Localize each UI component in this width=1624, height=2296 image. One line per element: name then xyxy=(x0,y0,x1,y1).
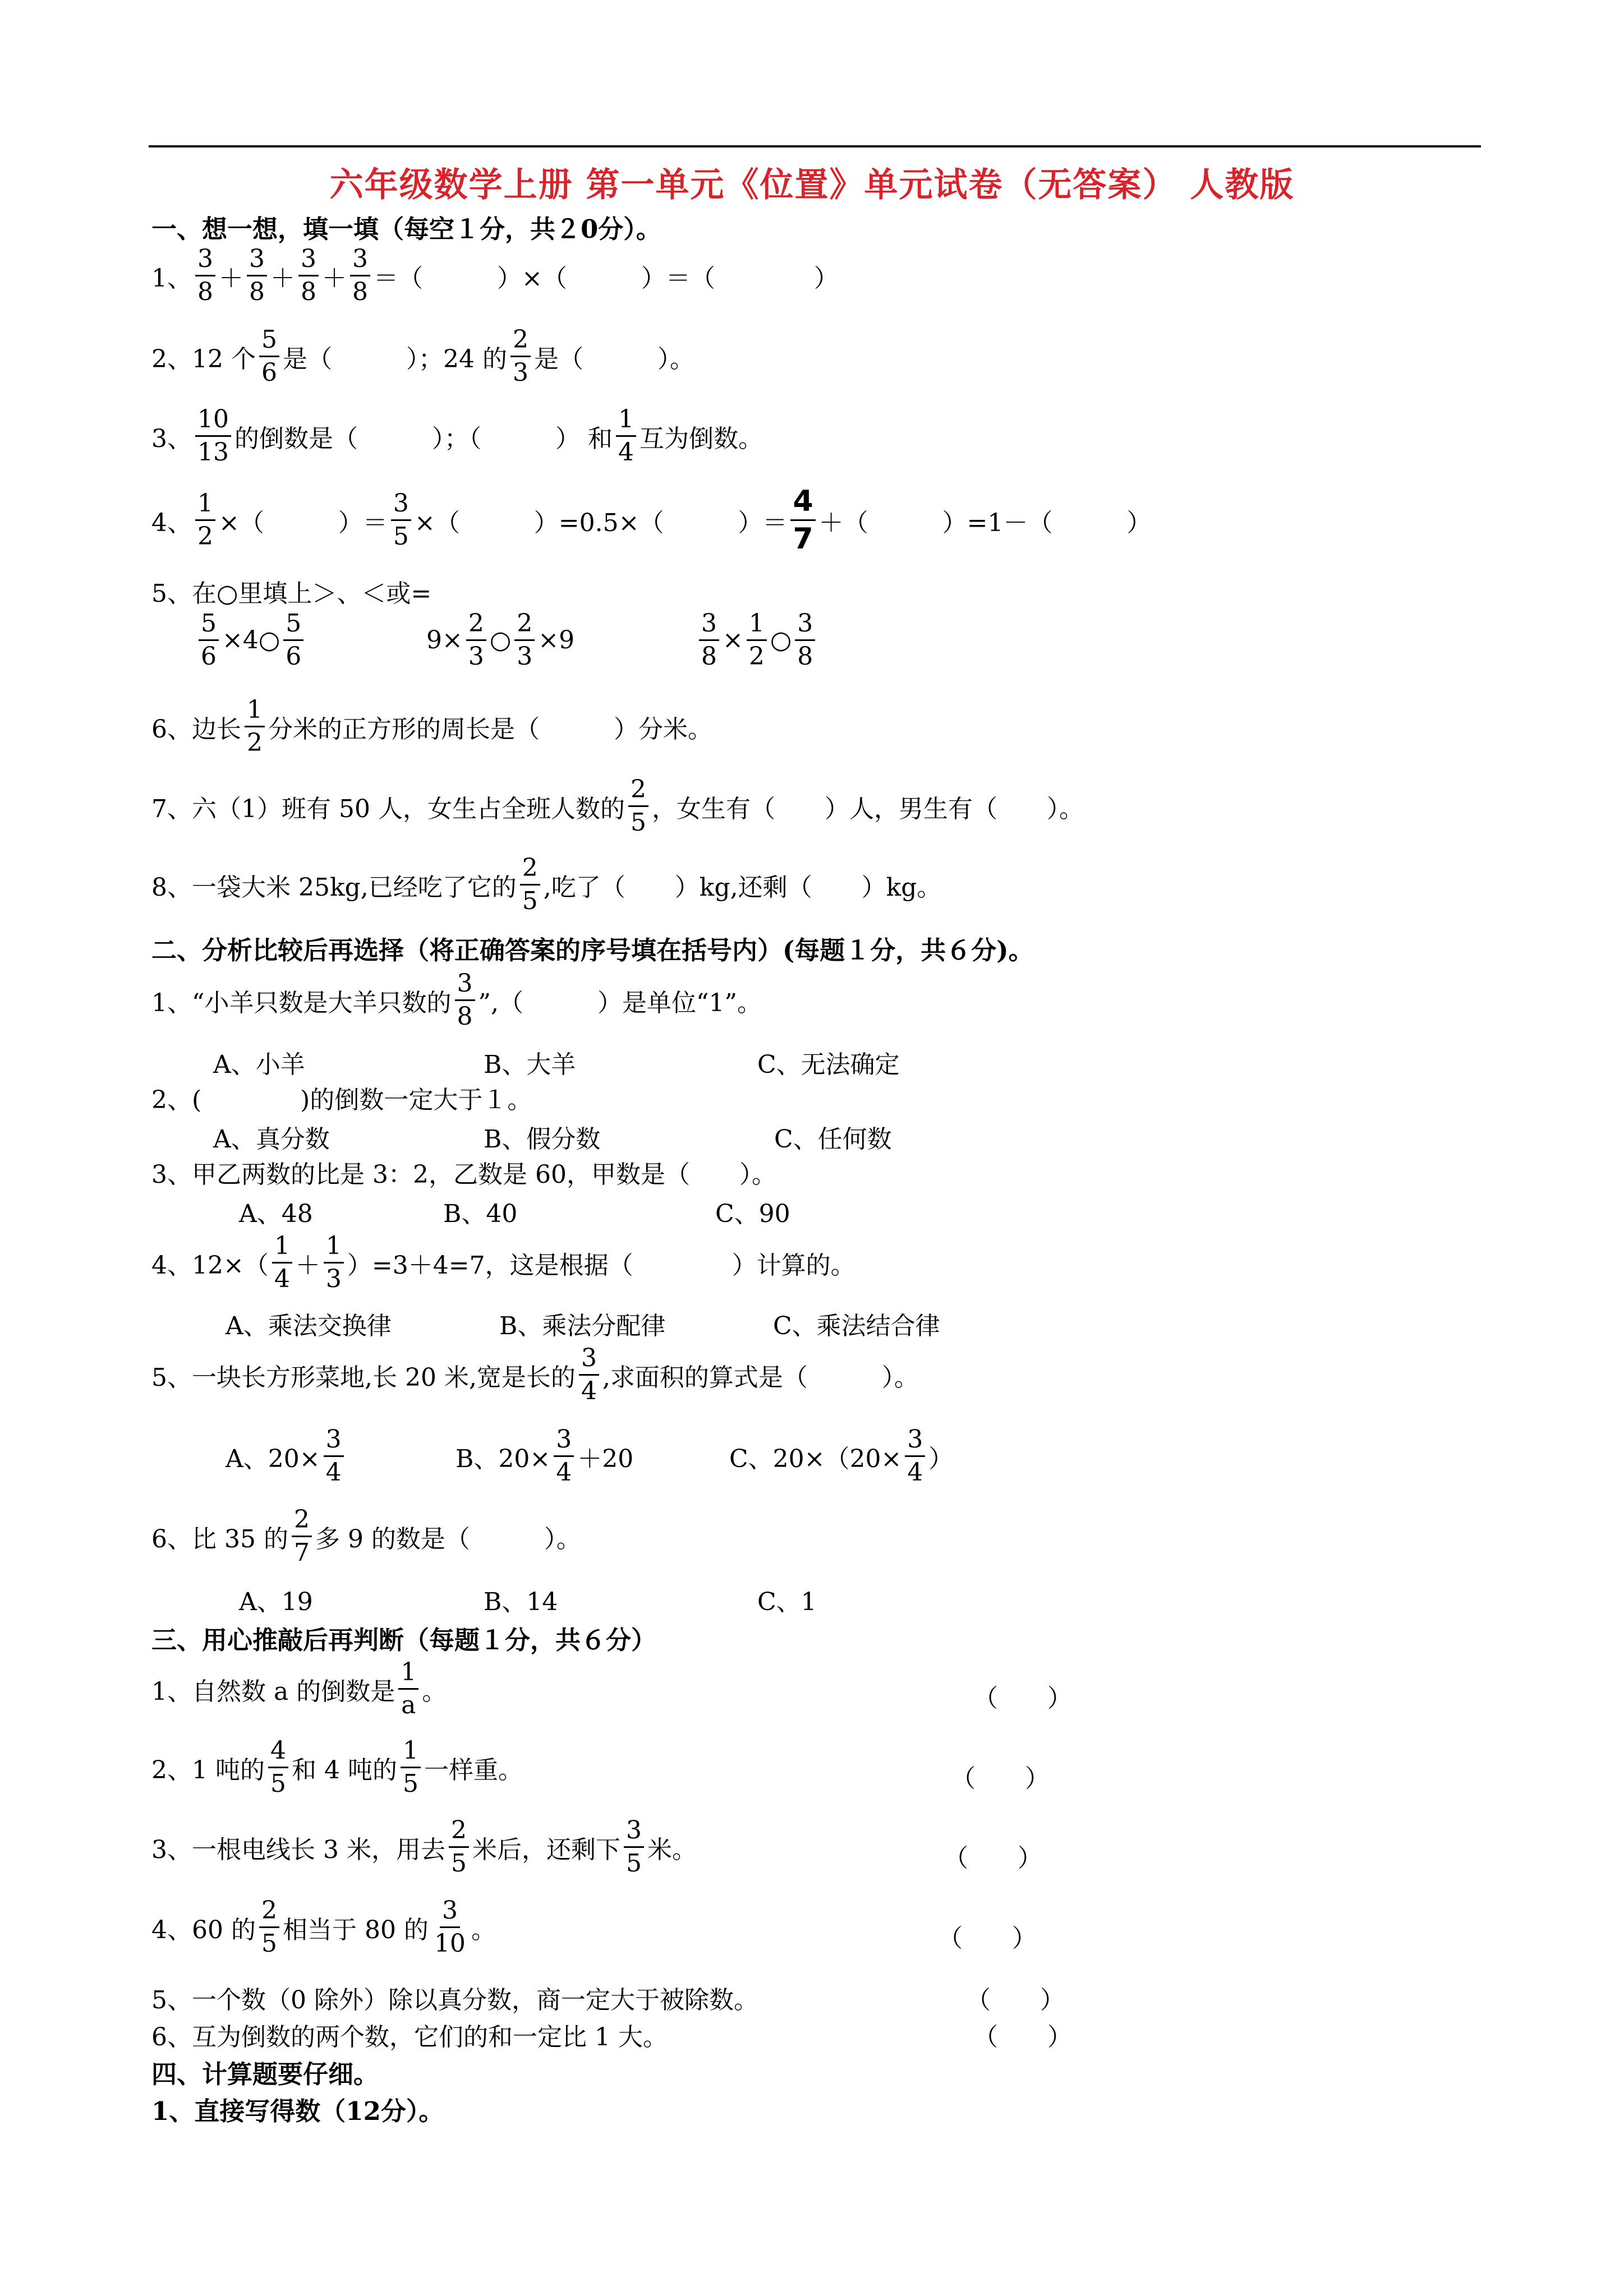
option-a: A、48 xyxy=(239,1200,313,1228)
fraction: $\frac{1}{4}$ xyxy=(272,1234,292,1292)
q3-6: 6、互为倒数的两个数，它们的和一定比 1 大。 xyxy=(151,2023,668,2051)
fraction: $\frac{3}{5}$ xyxy=(624,1818,644,1876)
fraction: $\frac{10}{13}$ xyxy=(195,407,231,465)
answer-paren: （ ） xyxy=(966,1986,1065,2014)
option-a: A、20× $\frac{3}{4}$ xyxy=(226,1427,347,1485)
q1-5-expr-1: $\frac{5}{6}$ ×4○ $\frac{5}{6}$ xyxy=(151,611,307,669)
q1-7: 7、六（1）班有 50 人，女生占全班人数的 $\frac{2}{5}$ ，女生有（ ）人，男生有（ ）。 xyxy=(151,775,1084,837)
section-4-sub-heading: 1、直接写得数（12分）。 xyxy=(151,2096,444,2126)
q2-5: 5、一块长方形菜地,长 20 米,宽是长的 $\frac{3}{4}$ ,求面积的算式是（ ）。 xyxy=(151,1344,919,1405)
fraction: $\frac{2}{5}$ xyxy=(259,1898,279,1956)
answer-paren: （ ） xyxy=(951,1764,1050,1793)
section-1-heading: 一、想一想，填一填（每空１分，共２0分）。 xyxy=(151,214,661,244)
page-title: 六年级数学上册 第一单元《位置》单元试卷（无答案） 人教版 xyxy=(329,165,1295,205)
section-4-heading: 四、计算题要仔细。 xyxy=(151,2059,379,2089)
q1-1: 1、 $\frac{3}{8}$ ＋ $\frac{3}{8}$ ＋ $\frac{3}{8}$ ＋ $\frac{3}{8}$ ＝（ ）×（ ）＝（ ） xyxy=(151,245,839,306)
fraction: $\frac{3}{4}$ xyxy=(905,1427,925,1485)
fraction: $\frac{1}{a}$ xyxy=(398,1660,418,1718)
option-a: A、乘法交换律 xyxy=(226,1312,392,1340)
fraction: $\frac{2}{3}$ xyxy=(510,328,531,385)
fraction: $\frac{3}{8}$ xyxy=(455,971,475,1029)
fraction: $\frac{3}{5}$ xyxy=(391,491,411,549)
fraction: $\frac{3}{4}$ xyxy=(324,1427,344,1485)
option-b: B、14 xyxy=(484,1588,558,1616)
option-a: A、真分数 xyxy=(213,1125,330,1154)
section-3-heading: 三、用心推敲后再判断（每题１分，共６分） xyxy=(151,1625,657,1655)
q3-2: 2、1 吨的 $\frac{4}{5}$ 和 4 吨的 $\frac{1}{5}$ 一样重。 xyxy=(151,1736,523,1798)
fraction: $\frac{2}{3}$ xyxy=(514,611,535,669)
q3-3: 3、一根电线长 3 米，用去 $\frac{2}{5}$ 米后，还剩下 $\frac{3}{5}$ 米。 xyxy=(151,1816,697,1878)
answer-paren: （ ） xyxy=(944,1844,1042,1873)
fraction: $\frac{1}{5}$ xyxy=(401,1739,421,1796)
answer-paren: （ ） xyxy=(938,1924,1037,1953)
fraction: $\frac{4}{5}$ xyxy=(268,1739,288,1796)
q2-2: 2、( )的倒数一定大于１。 xyxy=(151,1086,532,1114)
fraction: $\frac{3}{8}$ xyxy=(795,611,815,669)
fraction: $\frac{2}{5}$ xyxy=(520,856,540,914)
fraction: $\frac{2}{5}$ xyxy=(449,1818,469,1876)
option-b: B、20× $\frac{3}{4}$ ＋20 xyxy=(456,1425,634,1487)
top-rule xyxy=(149,145,1481,147)
fraction: $\frac{1}{2}$ xyxy=(747,611,767,669)
q1-4: 4、 $\frac{1}{2}$ ×（ ）＝ $\frac{3}{5}$ ×（ ）=0.5×（ ）＝ $\frac{4}{7}$ ＋（ ）=1－（ ） xyxy=(151,485,1152,556)
fraction: $\frac{2}{5}$ xyxy=(628,777,648,835)
fraction: $\frac{2}{7}$ xyxy=(292,1507,312,1565)
fraction: $\frac{1}{2}$ xyxy=(245,698,265,755)
q1-5-expr-2: 9× $\frac{2}{3}$ ○ $\frac{2}{3}$ ×9 xyxy=(426,609,575,671)
fraction: $\frac{3}{8}$ xyxy=(298,247,319,305)
option-c: C、无法确定 xyxy=(757,1050,900,1079)
q3-1: 1、自然数 a 的倒数是 $\frac{1}{a}$ 。 xyxy=(151,1658,447,1719)
fraction: $\frac{1}{4}$ xyxy=(616,407,636,465)
fraction: $\frac{5}{6}$ xyxy=(283,611,303,669)
q1-2: 2、12 个 $\frac{5}{6}$ 是（ ）；24 的 $\frac{2}{3}$ 是（ ）。 xyxy=(151,325,694,387)
q2-3: 3、甲乙两数的比是 3：2，乙数是 60，甲数是（ ）。 xyxy=(151,1160,776,1189)
option-b: B、40 xyxy=(443,1200,518,1228)
q1-3: 3、 $\frac{10}{13}$ 的倒数是（ ）；（ ） 和 $\frac{1}{4}$ 互为倒数。 xyxy=(151,405,763,467)
fraction: $\frac{3}{4}$ xyxy=(579,1346,599,1404)
option-c: C、90 xyxy=(715,1200,790,1228)
fraction: $\frac{4}{7}$ xyxy=(790,487,815,554)
option-a: A、19 xyxy=(239,1588,313,1616)
fraction: $\frac{3}{8}$ xyxy=(247,247,267,305)
fraction: $\frac{5}{6}$ xyxy=(259,328,279,385)
q2-1: 1、“小羊只数是大羊只数的 $\frac{3}{8}$ ”,（ ）是单位“1”。 xyxy=(151,969,762,1031)
fraction: $\frac{3}{8}$ xyxy=(699,611,719,669)
answer-paren: （ ） xyxy=(973,2023,1072,2051)
q1-5-expr-3: $\frac{3}{8}$ × $\frac{1}{2}$ ○ $\frac{3}{8}$ xyxy=(696,611,818,669)
fraction: $\frac{3}{8}$ xyxy=(195,247,215,305)
q2-6: 6、比 35 的 $\frac{2}{7}$ 多 9 的数是（ ）。 xyxy=(151,1505,581,1567)
fraction: $\frac{1}{2}$ xyxy=(195,491,215,549)
section-2-heading: 二、分析比较后再选择（将正确答案的序号填在括号内）(每题１分，共６分)。 xyxy=(151,935,1034,965)
option-b: B、大羊 xyxy=(484,1050,576,1079)
fraction: $\frac{2}{3}$ xyxy=(466,611,486,669)
fraction: $\frac{3}{10}$ xyxy=(434,1896,466,1958)
q1-6: 6、边长 $\frac{1}{2}$ 分米的正方形的周长是（ ）分米。 xyxy=(151,695,712,757)
q2-4: 4、12×（ $\frac{1}{4}$ ＋ $\frac{1}{3}$ ）=3＋4=7，这是根据（ ）计算的。 xyxy=(151,1232,855,1293)
option-a: A、小羊 xyxy=(213,1050,305,1079)
option-c: C、20×（20× $\frac{3}{4}$ ） xyxy=(729,1425,954,1487)
q1-8: 8、一袋大米 25kg,已经吃了它的 $\frac{2}{5}$ ,吃了（ ）kg,还剩（ ）kg。 xyxy=(151,854,942,915)
q1-5: 5、在○里填上＞、＜或= xyxy=(151,579,432,608)
option-c: C、乘法结合律 xyxy=(773,1312,940,1340)
option-b: B、乘法分配律 xyxy=(499,1312,666,1340)
q3-4: 4、60 的 $\frac{2}{5}$ 相当于 80 的 $\frac{3}{10}$ 。 xyxy=(151,1896,496,1958)
fraction: $\frac{3}{4}$ xyxy=(554,1427,574,1485)
option-c: C、1 xyxy=(757,1588,817,1616)
fraction: $\frac{3}{8}$ xyxy=(350,247,370,305)
option-b: B、假分数 xyxy=(484,1125,601,1154)
q3-5: 5、一个数（0 除外）除以真分数，商一定大于被除数。 xyxy=(151,1986,758,2014)
answer-paren: （ ） xyxy=(973,1684,1072,1713)
fraction: $\frac{1}{3}$ xyxy=(324,1234,344,1292)
fraction: $\frac{5}{6}$ xyxy=(199,611,219,669)
option-c: C、任何数 xyxy=(774,1125,892,1154)
